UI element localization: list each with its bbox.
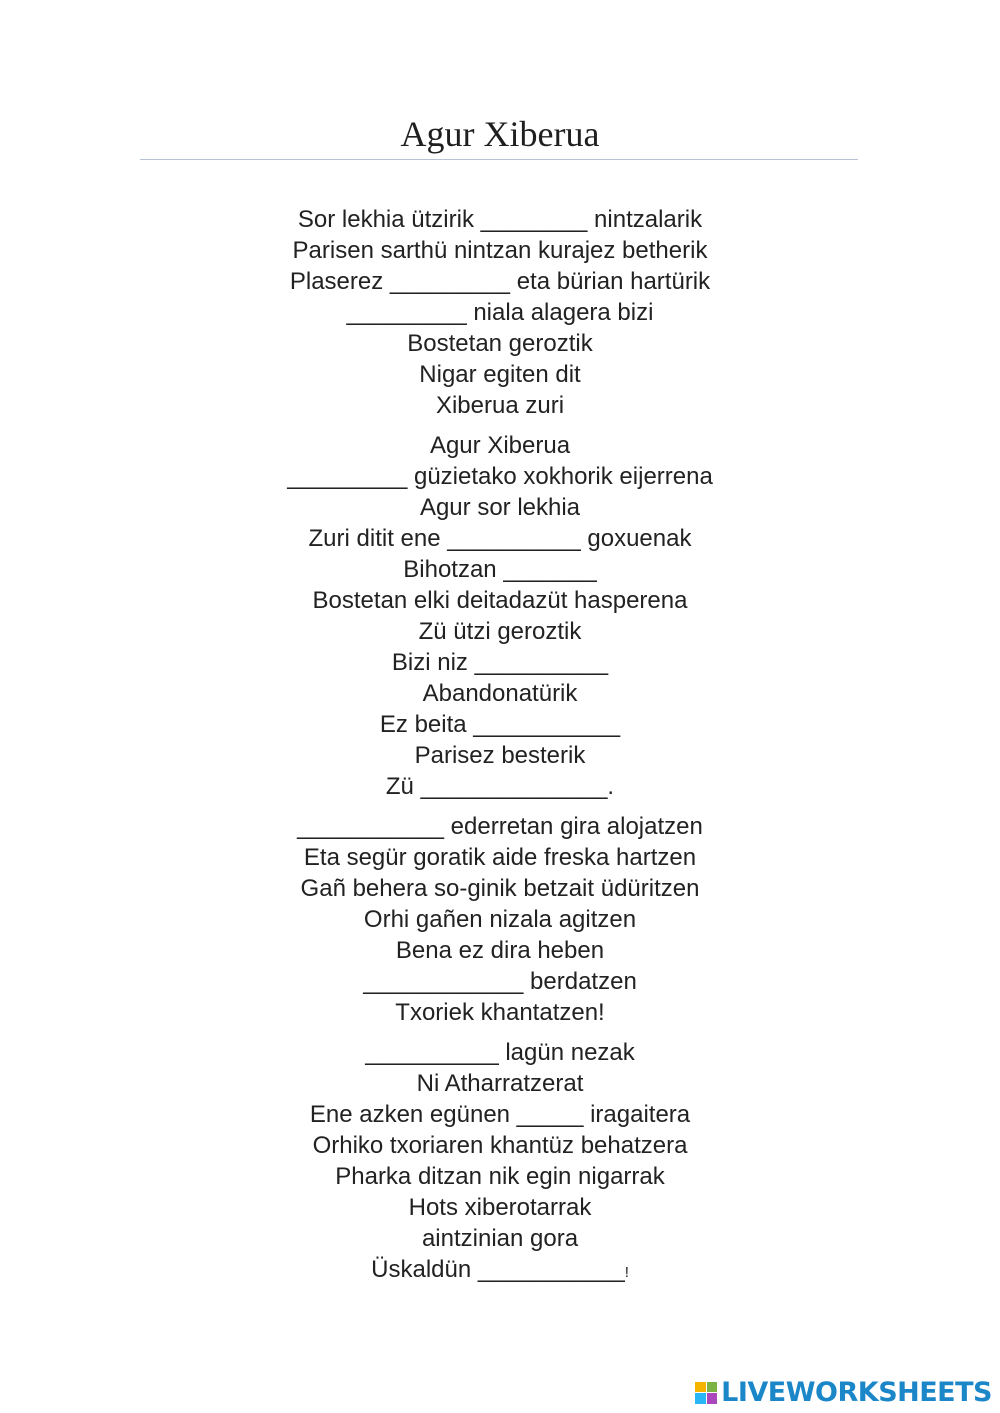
lyric-line: Agur Xiberua [429, 432, 571, 459]
liveworksheets-logo [695, 1377, 992, 1408]
lyric-line: Bihotzan _______ [403, 556, 597, 583]
liveworksheets-wordmark: LIVEWORKSHEETS [721, 1377, 992, 1408]
lyric-line: Zü ______________. [385, 773, 615, 800]
lyric-line: Zuri ditit ene __________ goxuenak [308, 525, 692, 552]
lyric-line: Bostetan elki deitadazüt hasperena [312, 587, 688, 614]
last-line-text: Üskaldün ___________ [371, 1256, 625, 1283]
lyric-line: Ene azken egünen _____ iragaitera [309, 1101, 691, 1128]
lyric-line: Orhiko txoriaren khantüz behatzera [312, 1132, 688, 1159]
lyric-line: Agur sor lekhia [419, 494, 581, 521]
lyric-line: _________ niala alagera bizi [346, 299, 654, 326]
lyric-line: Ni Atharratzerat [416, 1070, 584, 1097]
lyric-line: Bena ez dira heben [395, 937, 605, 964]
lyric-line: Bizi niz __________ [391, 649, 609, 676]
lyric-line: Eta segür goratik aide freska hartzen [303, 844, 697, 871]
stanza-3 [0, 811, 1000, 1028]
title-divider [140, 159, 858, 160]
lyric-line: _________ güzietako xokhorik eijerrena [287, 463, 713, 490]
lyric-line: Xiberua zuri [435, 392, 565, 419]
lyric-line: Plaserez _________ eta bürian hartürik [289, 268, 711, 295]
lyric-line: __________ lagün nezak [365, 1039, 635, 1066]
lyric-line-last [0, 1254, 1000, 1285]
lyric-line: Txoriek khantatzen! [395, 999, 605, 1026]
worksheet-title: Agur Xiberua [400, 114, 600, 154]
lyric-line: ____________ berdatzen [363, 968, 637, 995]
stanza-2 [0, 430, 1000, 802]
lyric-line: Ez beita ___________ [379, 711, 621, 738]
lyric-line: Parisen sarthü nintzan kurajez betherik [292, 237, 708, 264]
lyric-line: Parisez besterik [414, 742, 586, 769]
lyric-line: Sor lekhia ützirik ________ nintzalarik [297, 206, 703, 233]
lyric-line: Abandonatürik [422, 680, 578, 707]
lyric-line: Hots xiberotarrak [408, 1194, 592, 1221]
lyric-line: Zü ützi geroztik [418, 618, 582, 645]
lyric-line: Nigar egiten dit [419, 361, 581, 388]
last-line-exclamation: ! [624, 1264, 629, 1281]
lyric-line: Gañ behera so-ginik betzait üdüritzen [300, 875, 700, 902]
stanza-4 [0, 1037, 1000, 1285]
lyric-line: ___________ ederretan gira alojatzen [297, 813, 703, 840]
lyric-line: Orhi gañen nizala agitzen [363, 906, 637, 933]
stanza-1 [0, 204, 1000, 421]
liveworksheets-icon [695, 1382, 717, 1404]
lyric-line: aintzinian gora [421, 1225, 579, 1252]
lyric-line: Bostetan geroztik [407, 330, 593, 357]
lyric-line: Pharka ditzan nik egin nigarrak [335, 1163, 665, 1190]
